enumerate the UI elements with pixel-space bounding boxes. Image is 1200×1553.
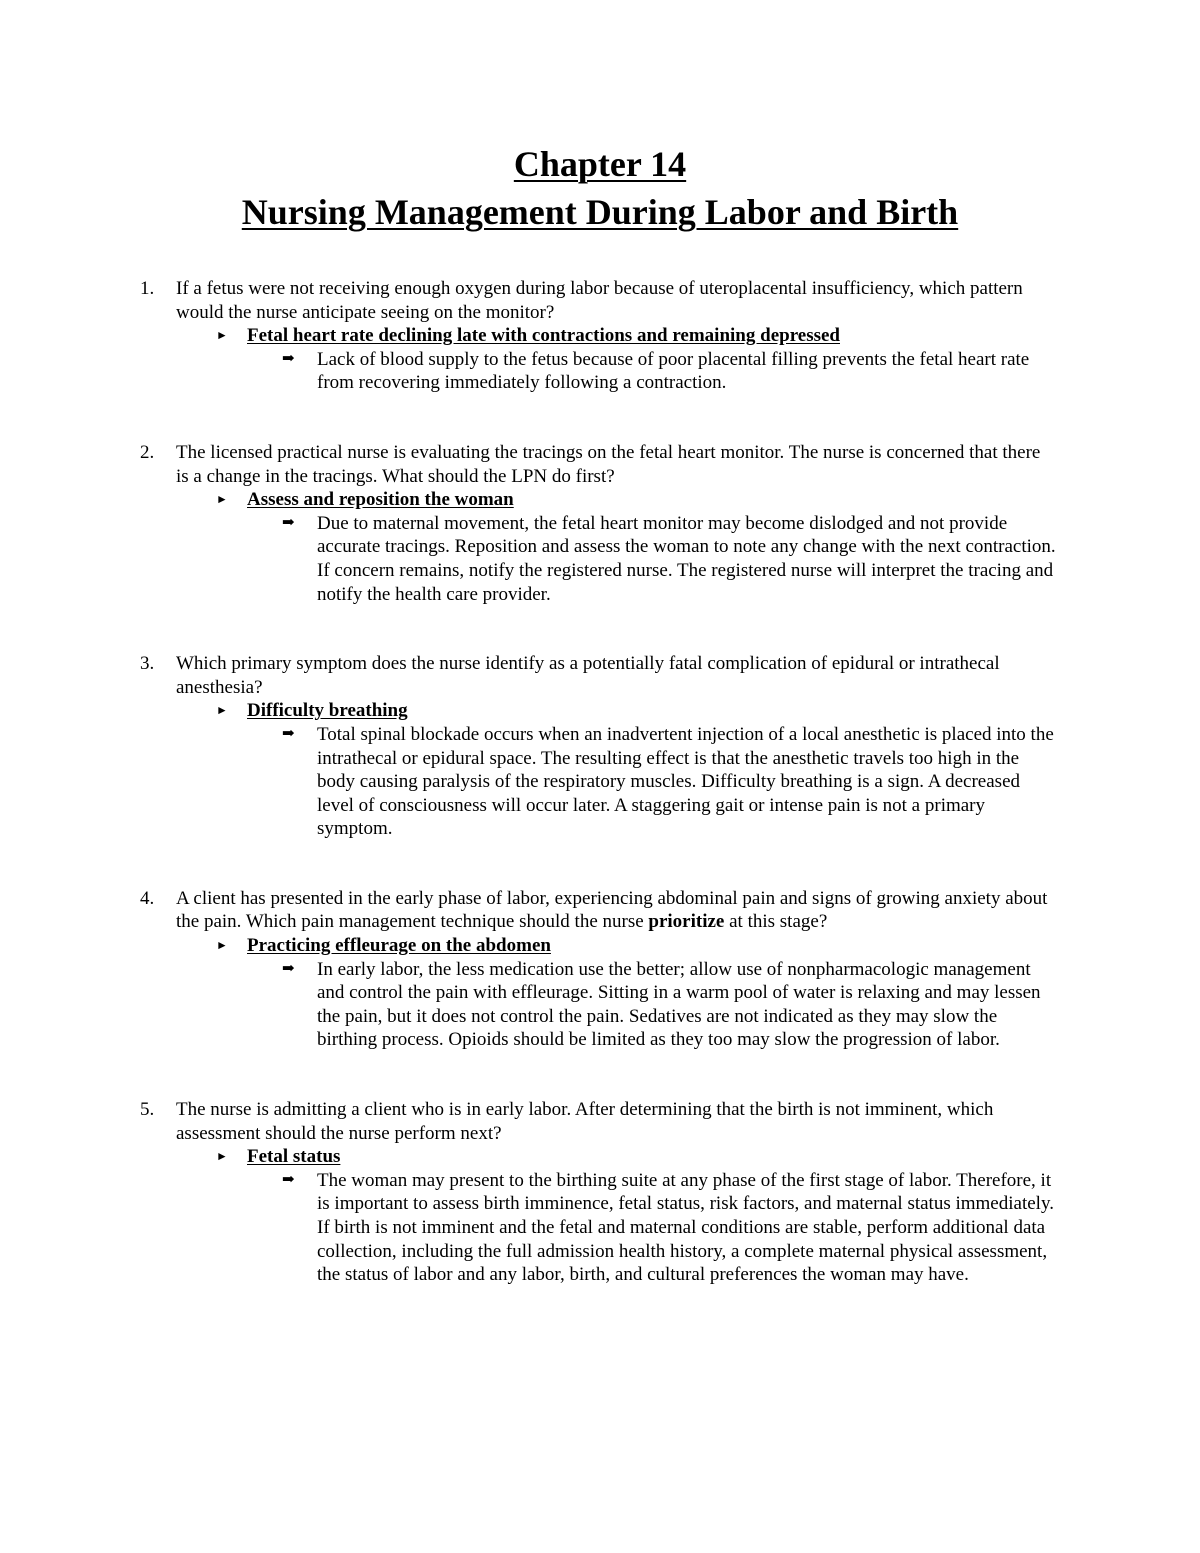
answer-text: Fetal status	[247, 1146, 341, 1168]
triangle-right-icon: ►	[216, 938, 228, 953]
chapter-subtitle: Nursing Management During Labor and Birth	[241, 192, 959, 232]
answer-text: Difficulty breathing	[247, 700, 408, 722]
rationale-text: In early labor, the less medication use the better; allow use of nonpharmacologic management and control the pain with effleurage. Sitting in a warm pool of water is relaxing and may lessen the pain, but it does not control the pain. Sedatives are not indicated as they may slow the birthing process. Opioids should be limited as they too may slow the progression of labor.	[317, 958, 1041, 1051]
question-4	[0, 887, 1200, 1052]
answer-row	[176, 934, 1200, 958]
question-list	[0, 277, 1200, 1333]
arrow-right-icon: ➡	[282, 514, 295, 531]
rationale-text: Total spinal blockade occurs when an inadvertent injection of a local anesthetic is placed into the intrathecal or epidural space. The resulting effect is that the anesthetic travels too high in the body causing paralysis of the respiratory muscles. Difficulty breathing is a sign. A decreased level of consciousness will occur later. A staggering gait or intense pain is not a primary symptom.	[317, 723, 1054, 840]
answer-row	[176, 488, 1200, 512]
question-text: If a fetus were not receiving enough oxygen during labor because of uteroplacental insufficiency, which pattern would the nurse anticipate seeing on the monitor?	[176, 278, 1023, 323]
question-number: 4.	[140, 887, 155, 909]
rationale-row	[176, 512, 1200, 606]
question-text: A client has presented in the early phase of labor, experiencing abdominal pain and signs of growing anxiety about the pain. Which pain management technique should the nurse prioritize at this stage?	[176, 887, 1048, 933]
arrow-right-icon: ➡	[282, 960, 295, 977]
question-2	[0, 441, 1200, 606]
question-number: 1.	[140, 278, 155, 299]
question-number: 3.	[140, 653, 155, 675]
answer-text: Practicing effleurage on the abdomen	[247, 935, 551, 957]
rationale-row	[176, 1169, 1200, 1287]
chapter-title: Chapter 14	[513, 144, 687, 184]
triangle-right-icon: ►	[216, 328, 228, 343]
arrow-right-icon: ➡	[282, 350, 295, 367]
rationale-text: Due to maternal movement, the fetal heart monitor may become dislodged and not provide accurate tracings. Reposition and assess the woman to note any change with the next contraction. If concern remains, notify the registered nurse. The registered nurse will interpret the tracing and notify the health care provider.	[317, 512, 1056, 605]
answer-row	[176, 699, 1200, 723]
question-text: The licensed practical nurse is evaluating the tracings on the fetal heart monitor. The nurse is concerned that there is a change in the tracings. What should the LPN do first?	[176, 441, 1041, 487]
rationale-text: The woman may present to the birthing suite at any phase of the first stage of labor. Therefore, it is important to assess birth imminence, fetal status, risk factors, and maternal status immediately. If birth is not imminent and the fetal and maternal conditions are stable, perform additional data collection, including the full admission health history, a complete maternal physical assessment, the status of labor and any labor, birth, and cultural preferences the woman may have.	[317, 1169, 1054, 1286]
arrow-right-icon: ➡	[282, 725, 295, 742]
rationale-row	[176, 723, 1200, 841]
question-3	[0, 652, 1200, 841]
rationale-row	[176, 348, 1200, 395]
rationale-text: Lack of blood supply to the fetus because of poor placental filling prevents the fetal heart rate from recovering immediately following a contraction.	[317, 348, 1030, 394]
answer-text: Assess and reposition the woman	[247, 489, 514, 511]
arrow-right-icon: ➡	[282, 1171, 295, 1188]
rationale-row	[176, 958, 1200, 1052]
emphasis-text: prioritize	[648, 911, 725, 933]
triangle-right-icon: ►	[216, 703, 228, 718]
question-text: The nurse is admitting a client who is in early labor. After determining that the birth is not imminent, which assessment should the nurse perform next?	[176, 1099, 994, 1144]
title-block	[0, 140, 1200, 236]
question-5	[0, 1098, 1200, 1287]
triangle-right-icon: ►	[216, 1149, 228, 1164]
triangle-right-icon: ►	[216, 492, 228, 507]
question-text: Which primary symptom does the nurse identify as a potentially fatal complication of epidural or intrathecal anesthesia?	[176, 653, 1000, 698]
answer-row	[176, 1145, 1200, 1169]
answer-text: Fetal heart rate declining late with contractions and remaining depressed	[247, 325, 840, 347]
question-number: 5.	[140, 1099, 155, 1121]
question-1	[0, 277, 1200, 395]
question-number: 2.	[140, 441, 155, 463]
answer-row	[176, 324, 1200, 348]
